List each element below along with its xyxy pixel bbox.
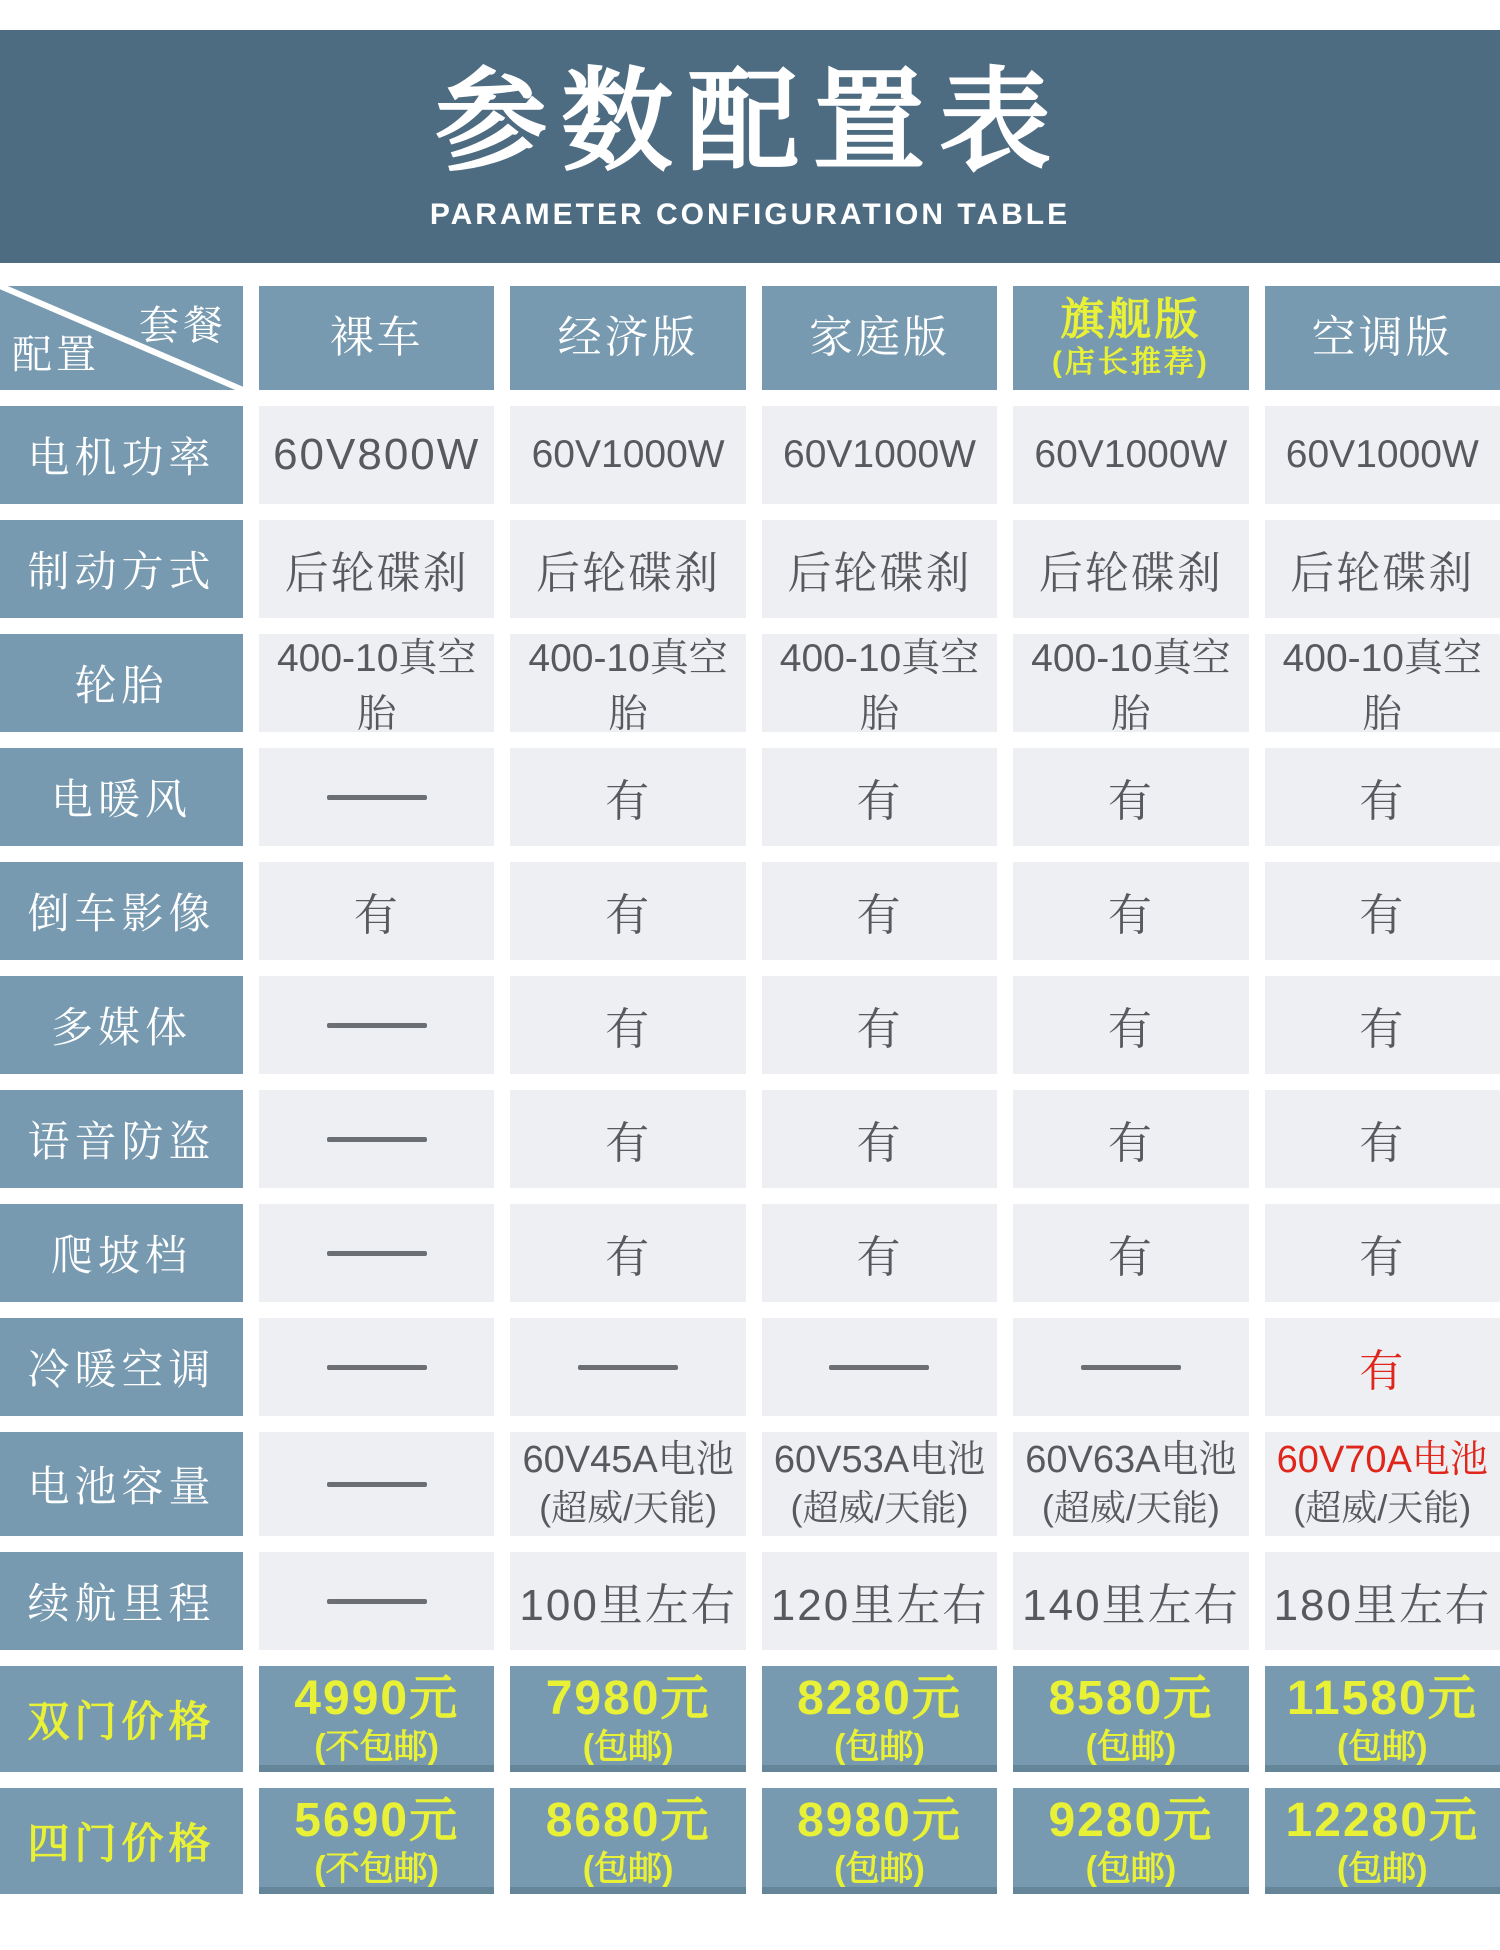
row-label: 续航里程 xyxy=(0,1552,243,1650)
row-label: 冷暖空调 xyxy=(0,1318,243,1416)
price-cell: 5690元 (不包邮) xyxy=(259,1788,494,1894)
table-cell: 后轮碟刹 xyxy=(762,520,997,618)
price-cell: 8980元 (包邮) xyxy=(762,1788,997,1894)
table-cell: 60V1000W xyxy=(762,406,997,504)
page-title: 参数配置表 xyxy=(435,58,1065,184)
price-cell: 7980元 (包邮) xyxy=(510,1666,745,1772)
table-cell: 100里左右 xyxy=(510,1552,745,1650)
table-cell: 有 xyxy=(1013,862,1248,960)
price-cell: 4990元 (不包邮) xyxy=(259,1666,494,1772)
table-cell: 有 xyxy=(1265,862,1500,960)
price-cell: 8580元 (包邮) xyxy=(1013,1666,1248,1772)
column-header-2: 经济版 xyxy=(510,286,745,390)
price-row-label: 双门价格 xyxy=(0,1666,243,1772)
table-cell: 后轮碟刹 xyxy=(510,520,745,618)
table-cell: 有 xyxy=(510,1204,745,1302)
table-cell: 后轮碟刹 xyxy=(1265,520,1500,618)
config-table xyxy=(0,286,1500,1894)
price-row-label: 四门价格 xyxy=(0,1788,243,1894)
table-cell: 60V70A电池 (超威/天能) xyxy=(1265,1432,1500,1536)
dash-mark xyxy=(327,1599,427,1604)
table-cell: 60V1000W xyxy=(1265,406,1500,504)
dash-mark xyxy=(829,1365,929,1370)
table-cell xyxy=(259,1432,494,1536)
corner-label-package: 套餐 xyxy=(139,304,227,348)
table-cell: 400-10真空胎 xyxy=(1265,634,1500,732)
dash-mark xyxy=(327,1482,427,1487)
column-header-3: 家庭版 xyxy=(762,286,997,390)
row-label: 电机功率 xyxy=(0,406,243,504)
dash-mark xyxy=(327,795,427,800)
price-cell: 8280元 (包邮) xyxy=(762,1666,997,1772)
table-cell: 60V1000W xyxy=(1013,406,1248,504)
price-cell: 11580元 (包邮) xyxy=(1265,1666,1500,1772)
table-cell: 有 xyxy=(1265,976,1500,1074)
column-header-4: 旗舰版 (店长推荐) xyxy=(1013,286,1248,390)
price-cell: 8680元 (包邮) xyxy=(510,1788,745,1894)
corner-cell xyxy=(0,286,243,390)
table-cell: 有 xyxy=(1013,1090,1248,1188)
price-cell: 9280元 (包邮) xyxy=(1013,1788,1248,1894)
table-cell: 后轮碟刹 xyxy=(259,520,494,618)
title-banner xyxy=(0,30,1500,263)
table-cell xyxy=(259,1552,494,1650)
table-cell: 有 xyxy=(510,862,745,960)
table-cell: 有 xyxy=(762,1090,997,1188)
table-cell xyxy=(510,1318,745,1416)
table-cell: 60V1000W xyxy=(510,406,745,504)
row-label: 倒车影像 xyxy=(0,862,243,960)
row-label: 电暖风 xyxy=(0,748,243,846)
table-cell: 有 xyxy=(1013,748,1248,846)
dash-mark xyxy=(327,1023,427,1028)
row-label: 轮胎 xyxy=(0,634,243,732)
table-cell: 有 xyxy=(1013,976,1248,1074)
table-cell: 后轮碟刹 xyxy=(1013,520,1248,618)
row-label: 多媒体 xyxy=(0,976,243,1074)
table-cell: 60V800W xyxy=(259,406,494,504)
row-label: 爬坡档 xyxy=(0,1204,243,1302)
table-cell: 180里左右 xyxy=(1265,1552,1500,1650)
table-cell: 有 xyxy=(1013,1204,1248,1302)
row-label: 语音防盗 xyxy=(0,1090,243,1188)
table-cell: 有 xyxy=(1265,1090,1500,1188)
row-label: 制动方式 xyxy=(0,520,243,618)
table-cell xyxy=(259,1090,494,1188)
table-cell: 60V53A电池 (超威/天能) xyxy=(762,1432,997,1536)
table-cell: 60V63A电池 (超威/天能) xyxy=(1013,1432,1248,1536)
table-cell: 有 xyxy=(762,748,997,846)
row-label: 电池容量 xyxy=(0,1432,243,1536)
column-header-5: 空调版 xyxy=(1265,286,1500,390)
dash-mark xyxy=(327,1137,427,1142)
table-cell: 有 xyxy=(510,1090,745,1188)
table-cell: 400-10真空胎 xyxy=(510,634,745,732)
table-cell: 有 xyxy=(510,748,745,846)
table-cell: 400-10真空胎 xyxy=(1013,634,1248,732)
table-cell: 400-10真空胎 xyxy=(259,634,494,732)
table-cell: 140里左右 xyxy=(1013,1552,1248,1650)
dash-mark xyxy=(1081,1365,1181,1370)
dash-mark xyxy=(327,1365,427,1370)
dash-mark xyxy=(327,1251,427,1256)
table-cell: 有 xyxy=(1265,1318,1500,1416)
table-cell: 60V45A电池 (超威/天能) xyxy=(510,1432,745,1536)
table-cell: 有 xyxy=(762,1204,997,1302)
table-cell: 有 xyxy=(259,862,494,960)
table-cell xyxy=(259,976,494,1074)
table-cell: 有 xyxy=(1265,1204,1500,1302)
table-cell: 有 xyxy=(762,976,997,1074)
table-cell xyxy=(259,1318,494,1416)
table-cell: 有 xyxy=(510,976,745,1074)
corner-label-config: 配置 xyxy=(12,333,100,377)
table-cell xyxy=(259,1204,494,1302)
price-cell: 12280元 (包邮) xyxy=(1265,1788,1500,1894)
table-cell: 400-10真空胎 xyxy=(762,634,997,732)
table-cell xyxy=(1013,1318,1248,1416)
column-header-1: 裸车 xyxy=(259,286,494,390)
table-cell xyxy=(762,1318,997,1416)
table-cell: 120里左右 xyxy=(762,1552,997,1650)
table-cell: 有 xyxy=(1265,748,1500,846)
table-cell: 有 xyxy=(762,862,997,960)
page-subtitle: PARAMETER CONFIGURATION TABLE xyxy=(429,197,1071,231)
dash-mark xyxy=(578,1365,678,1370)
table-cell xyxy=(259,748,494,846)
